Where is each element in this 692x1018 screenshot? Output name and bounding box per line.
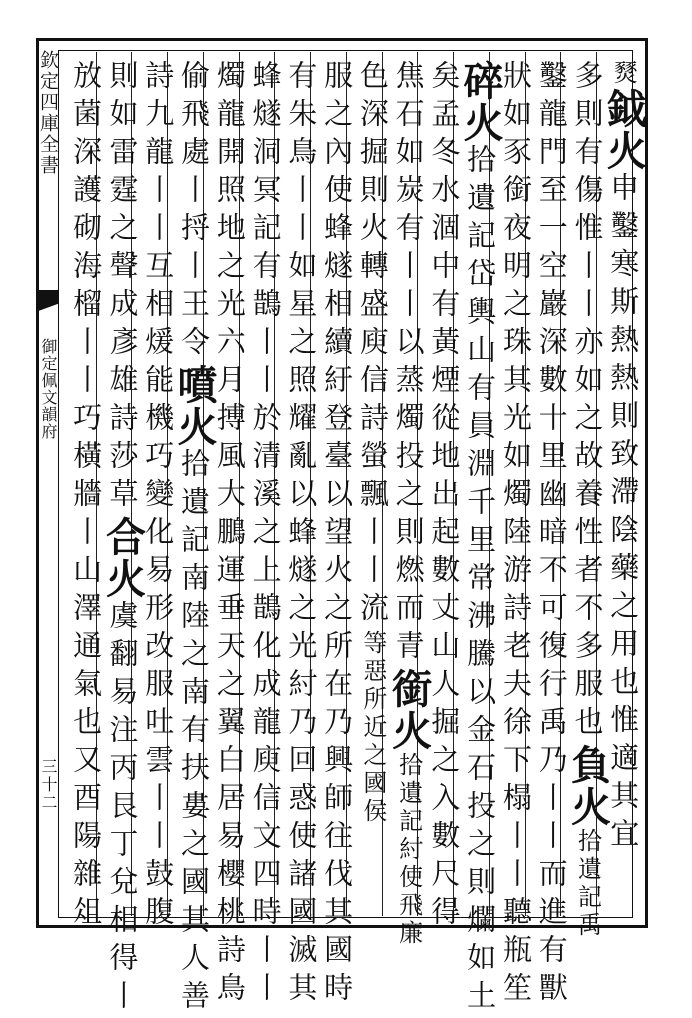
entry-text: 等惡所近之國侯	[358, 630, 387, 826]
entry-text: 蜂燧洞冥記有鵲丨丨於清溪之上鵲化成龍庾信文四時丨丨	[248, 60, 283, 1010]
entry-text: 詩九龍丨丨互相煖	[141, 60, 176, 364]
entry-text: 偷飛處丨捋丨王令	[177, 60, 212, 364]
entry-text: 拾遺記岱輿山有員淵千里常沸騰以金石投之則爛如土	[463, 144, 498, 1018]
margin-title: 欽定四庫全書	[37, 50, 59, 176]
margin-book-title: 御定佩文韻府	[39, 338, 58, 440]
entry-text: 燭龍開照地之光六月搏風大鵬運垂天之翼白居易櫻桃詩鳥	[212, 60, 247, 1010]
entry-text: 服之內使蜂燧相續紆登臺以望火之所在乃興師往伐其國時	[320, 60, 355, 1010]
fishtail-mark	[36, 290, 58, 330]
entry-text: 拾遺記禹	[573, 828, 602, 940]
entry-text: 多則有傷惟丨丨亦如之故養性者不多服也	[570, 60, 605, 744]
margin-page-number: 三十二	[39, 758, 58, 812]
entry-text: 拾遺記南陸之南有扶婁之國其人善	[177, 448, 212, 1018]
entry-text: 鑿龍門至一空巖深數十里幽暗不可復行禹乃丨丨而進有獸	[534, 60, 569, 1010]
entry-text: 色深掘則火轉盛庾信詩螢飄丨丨流	[355, 60, 390, 630]
entry-text: 則如雷霆之聲成彥雄詩莎草	[105, 60, 140, 516]
entry-text: 申鑿寒斯熱熱則致滯陰藥之用也惟適其宜	[606, 172, 641, 856]
entry-heading: 噴火	[171, 364, 219, 448]
column-text	[60, 60, 112, 934]
entry-heading: 負火	[564, 744, 612, 828]
entry-text: 能機巧變化易形改服吐雲丨丨鼓腹	[141, 364, 176, 934]
entry-heading: 鉞火	[600, 88, 648, 172]
entry-heading: 合火	[99, 516, 147, 600]
entry-text: 拾遺記紂使飛廉	[394, 752, 423, 948]
entry-text: 狀如豕銜夜明之珠其光如燭陸游詩老夫徐下榻丨丨聽瓶笙	[498, 60, 533, 1010]
entry-heading: 碎火	[457, 60, 505, 144]
entry-text: 焦石如炭有丨丨以蒸燭投之則燃而青	[391, 60, 426, 668]
margin-band	[36, 38, 58, 928]
text-column	[60, 52, 104, 934]
entry-text: 燹	[609, 60, 638, 88]
text-columns	[60, 52, 648, 1018]
entry-text: 虞翻易注丙艮丁兌相得丨	[105, 600, 140, 1018]
entry-text: 丨山澤通氣也又酉陽雜俎	[69, 516, 104, 934]
entry-heading: 銜火	[385, 668, 433, 752]
entry-text: 放菌深護砌海榴丨丨巧橫牆	[69, 60, 104, 516]
entry-text: 有朱鳥丨丨如星之照耀亂以蜂燧之光紂乃回惑使諸國滅其	[284, 60, 319, 1010]
entry-text: 矣孟冬水涸中有黃煙從地出起數丈山人掘之入數尺得	[427, 60, 462, 934]
